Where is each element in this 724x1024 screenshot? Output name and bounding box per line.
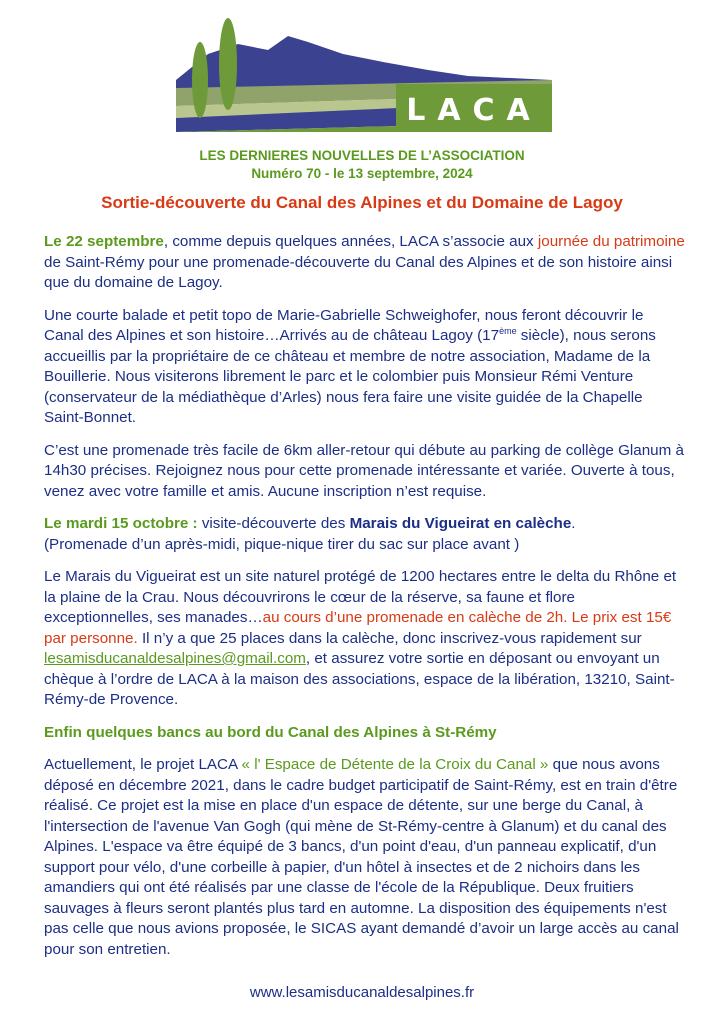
laca-logo: [168, 14, 552, 132]
paragraph-benches: Actuellement, le projet LACA « l' Espace de Détente de la Croix du Canal » que nous avons déposé en décembre 2021, dans le cadre budget participatif de Saint-Rémy, est en train d'être réalisé. Ce projet est la mise en place d'un espace de détente, sur une berge du Canal, à l'intersection de l'avenue Van Gogh (qui mène de St-Rémy-centre à Glanum) et du canal des Alpines. L'espace va être équipé de 3 bancs, d'un point d'eau, d'un panneau explicatif, d'un support pour vélo, d'une corbeille à papier, d'un hôtel à insectes et de 2 nichoirs dans les amandiers qui ont été réalisés par une classe de l'école de la République. Deux fruitiers sauvages à fleurs seront plantés plus tard en automne. La disposition des équipements n'est pas celle que nous avions proposée, le SICAS ayant demandé d’avoir un large accès au canal pour son entretien.: [44, 756, 679, 958]
paragraph-october-event: Le mardi 15 octobre : visite-découverte des Marais du Vigueirat en calèche. (Promenade d’un après-midi, pique-nique tirer du sac sur place avant ): [44, 515, 576, 553]
paragraph-intro: Le 22 septembre, comme depuis quelques années, LACA s’associe aux journée du patrimoine de Saint-Rémy pour une promenade-découverte du Canal des Alpines et de son histoire ainsi que du domaine de Lagoy.: [44, 233, 685, 291]
cypress-tree-right: [219, 18, 237, 110]
event-date-2: Le mardi 15 octobre :: [44, 515, 198, 532]
event-date-1: Le 22 septembre: [44, 233, 164, 250]
paragraph-marais: Le Marais du Vigueirat est un site naturel protégé de 1200 hectares entre le delta du Rhône et la plaine de la Crau. Nous découvrirons le cœur de la réserve, sa faune et flore exceptionnelles, ses manades…au cours d’une promenade en calèche de 2h. Le prix est 15€ par personne. Il n’y a que 25 places dans la calèche, donc inscrivez-vous rapidement sur lesamisducanaldesalpines@gmail.com, et assurez votre sortie en déposant ou envoyant un chèque à l’ordre de LACA à la maison des associations, espace de la libération, 13210, Saint-Rémy-de Provence.: [44, 568, 677, 708]
email-link[interactable]: lesamisducanaldesalpines@gmail.com: [44, 650, 306, 667]
paragraph-walk-info: C’est une promenade très facile de 6km aller-retour qui débute au parking de collège Glanum à 14h30 précises. Rejoignez nous pour cette promenade intéressante et variée. Ouverte à tous, venez avec votre famille et amis. Aucune inscription n’est requise.: [44, 441, 684, 500]
price-highlight: au cours d’une promenade en calèche de 2h. Le prix est 15€ par personne.: [44, 609, 672, 647]
website-link[interactable]: www.lesamisducanaldesalpines.fr: [249, 984, 475, 1001]
cypress-tree-left: [192, 42, 208, 118]
article-title: Sortie-découverte du Canal des Alpines et du Domaine de Lagoy: [101, 193, 623, 212]
issue-number: Numéro 70 - le 13 septembre, 2024: [251, 166, 473, 181]
logo-text: LACA: [406, 93, 542, 128]
project-name: « l' Espace de Détente de la Croix du Canal »: [241, 756, 549, 773]
article-body: [44, 232, 686, 972]
section-heading-benches: Enfin quelques bancs au bord du Canal des Alpines à St-Rémy: [44, 723, 497, 741]
paragraph-program: Une courte balade et petit topo de Marie-Gabrielle Schweighofer, nous feront découvrir le Canal des Alpines et son histoire…Arrivés au de château Lagoy (17ème siècle), nous serons accueillis par la propriétaire de ce château et membre de notre association, Madame de la Bouillerie. Nous visiterons librement le parc et le colombier puis Monsieur Rémi Venture (conservateur de la médiathèque d’Arles) nous fera faire une visite guidée de la Chapelle Saint-Bonnet.: [44, 306, 656, 426]
newsletter-heading: LES DERNIERES NOUVELLES DE L’ASSOCIATION: [199, 148, 525, 163]
heritage-day-highlight: journée du patrimoine: [537, 233, 685, 250]
